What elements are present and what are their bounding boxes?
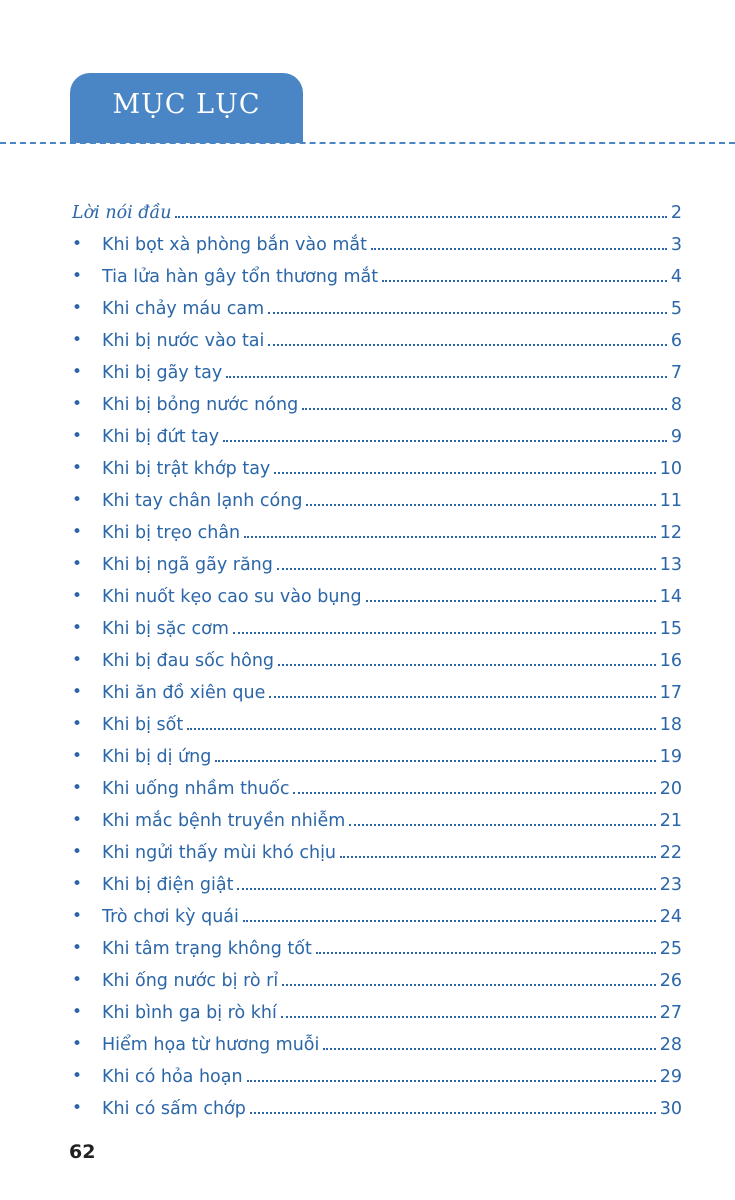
dot-leader xyxy=(250,1112,656,1114)
toc-entry[interactable] xyxy=(72,576,682,608)
toc-entry[interactable] xyxy=(72,768,682,800)
toc-entry-title: Khi mắc bệnh truyền nhiễm xyxy=(102,811,346,831)
toc-entry-page: 12 xyxy=(659,523,682,543)
dot-leader xyxy=(281,1016,656,1018)
toc-entry-page: 9 xyxy=(670,427,682,447)
toc-entry[interactable] xyxy=(72,448,682,480)
toc-entry-title: Trò chơi kỳ quái xyxy=(102,907,239,927)
toc-entry-title: Khi ăn đồ xiên que xyxy=(102,683,266,703)
toc-entry[interactable] xyxy=(72,992,682,1024)
bullet-icon: • xyxy=(72,425,83,446)
page-title: MỤC LỤC xyxy=(112,89,261,120)
toc-entry-page: 30 xyxy=(659,1099,682,1119)
dot-leader xyxy=(382,280,667,282)
toc-entry-title: Khi bị trật khớp tay xyxy=(102,459,271,479)
toc-entry-title: Lời nói đầu xyxy=(72,203,172,223)
toc-entry[interactable] xyxy=(72,736,682,768)
bullet-icon: • xyxy=(72,489,83,510)
table-of-contents xyxy=(72,192,682,1120)
toc-entry-title: Khi bị sặc cơm xyxy=(102,619,229,639)
bullet-icon: • xyxy=(72,1001,83,1022)
toc-entry-title: Khi bị gãy tay xyxy=(102,363,223,383)
toc-entry-title: Khi tay chân lạnh cóng xyxy=(102,491,303,511)
dot-leader xyxy=(247,1080,656,1082)
title-tab xyxy=(70,73,303,143)
toc-entry-title: Khi bị ngã gãy răng xyxy=(102,555,273,575)
bullet-icon: • xyxy=(72,905,83,926)
toc-entry-title: Khi bọt xà phòng bắn vào mắt xyxy=(102,235,368,255)
toc-entry[interactable] xyxy=(72,864,682,896)
toc-entry-page: 23 xyxy=(659,875,682,895)
dot-leader xyxy=(268,344,666,346)
toc-entry-page: 8 xyxy=(670,395,682,415)
dot-leader xyxy=(187,728,656,730)
toc-entry[interactable] xyxy=(72,352,682,384)
dashed-divider xyxy=(0,142,735,144)
toc-entry-page: 2 xyxy=(670,203,682,223)
dot-leader xyxy=(175,216,666,218)
toc-entry-title: Khi bị dị ứng xyxy=(102,747,212,767)
toc-entry-page: 27 xyxy=(659,1003,682,1023)
dot-leader xyxy=(233,632,656,634)
toc-entry-page: 13 xyxy=(659,555,682,575)
toc-entry-page: 22 xyxy=(659,843,682,863)
toc-entry-page: 19 xyxy=(659,747,682,767)
toc-entry-title: Khi tâm trạng không tốt xyxy=(102,939,312,959)
bullet-icon: • xyxy=(72,361,83,382)
toc-entry-title: Khi có hỏa hoạn xyxy=(102,1067,243,1087)
bullet-icon: • xyxy=(72,553,83,574)
toc-entry[interactable] xyxy=(72,384,682,416)
bullet-icon: • xyxy=(72,393,83,414)
dot-leader xyxy=(302,408,667,410)
bullet-icon: • xyxy=(72,1097,83,1118)
toc-entry-page: 17 xyxy=(659,683,682,703)
page-number: 62 xyxy=(69,1141,96,1163)
toc-entry-page: 28 xyxy=(659,1035,682,1055)
toc-entry-title: Khi có sấm chớp xyxy=(102,1099,246,1119)
dot-leader xyxy=(237,888,655,890)
toc-entry-title: Khi bị trẹo chân xyxy=(102,523,241,543)
toc-entry[interactable] xyxy=(72,320,682,352)
dot-leader xyxy=(316,952,656,954)
bullet-icon: • xyxy=(72,937,83,958)
toc-entry[interactable] xyxy=(72,1088,682,1120)
toc-entry-page: 16 xyxy=(659,651,682,671)
bullet-icon: • xyxy=(72,1033,83,1054)
toc-entry[interactable] xyxy=(72,288,682,320)
toc-entry-page: 20 xyxy=(659,779,682,799)
dot-leader xyxy=(282,984,656,986)
toc-entry-page: 26 xyxy=(659,971,682,991)
toc-entry-title: Khi bị bỏng nước nóng xyxy=(102,395,299,415)
bullet-icon: • xyxy=(72,681,83,702)
toc-entry-page: 18 xyxy=(659,715,682,735)
toc-entry-title: Tia lửa hàn gây tổn thương mắt xyxy=(102,267,379,287)
toc-entry[interactable] xyxy=(72,608,682,640)
bullet-icon: • xyxy=(72,265,83,286)
bullet-icon: • xyxy=(72,297,83,318)
dot-leader xyxy=(244,536,656,538)
toc-entry-title: Khi bình ga bị rò khí xyxy=(102,1003,277,1023)
dot-leader xyxy=(215,760,655,762)
dot-leader xyxy=(323,1048,655,1050)
dot-leader xyxy=(340,856,656,858)
bullet-icon: • xyxy=(72,457,83,478)
dot-leader xyxy=(268,312,667,314)
toc-entry[interactable] xyxy=(72,672,682,704)
toc-entry[interactable] xyxy=(72,704,682,736)
toc-entry-title: Hiểm họa từ hương muỗi xyxy=(102,1035,320,1055)
dot-leader xyxy=(366,600,656,602)
toc-entry[interactable] xyxy=(72,960,682,992)
toc-entry[interactable] xyxy=(72,832,682,864)
toc-entry-page: 15 xyxy=(659,619,682,639)
dot-leader xyxy=(269,696,655,698)
dot-leader xyxy=(243,920,656,922)
bullet-icon: • xyxy=(72,777,83,798)
toc-entry-title: Khi bị đau sốc hông xyxy=(102,651,275,671)
dot-leader xyxy=(371,248,667,250)
toc-entry-page: 6 xyxy=(670,331,682,351)
toc-entry-page: 11 xyxy=(659,491,682,511)
dot-leader xyxy=(278,664,656,666)
toc-entry[interactable] xyxy=(72,640,682,672)
bullet-icon: • xyxy=(72,873,83,894)
bullet-icon: • xyxy=(72,841,83,862)
toc-entry-title: Khi bị đứt tay xyxy=(102,427,220,447)
toc-entry-title: Khi uống nhầm thuốc xyxy=(102,779,290,799)
toc-entry[interactable] xyxy=(72,544,682,576)
toc-entry-title: Khi ống nước bị rò rỉ xyxy=(102,971,279,991)
toc-entry-page: 5 xyxy=(670,299,682,319)
toc-entry[interactable] xyxy=(72,800,682,832)
toc-entry-page: 21 xyxy=(659,811,682,831)
bullet-icon: • xyxy=(72,969,83,990)
toc-entry-page: 29 xyxy=(659,1067,682,1087)
toc-entry-title: Khi ngửi thấy mùi khó chịu xyxy=(102,843,337,863)
dot-leader xyxy=(274,472,655,474)
bullet-icon: • xyxy=(72,521,83,542)
bullet-icon: • xyxy=(72,713,83,734)
bullet-icon: • xyxy=(72,745,83,766)
toc-entry[interactable] xyxy=(72,416,682,448)
toc-entry[interactable] xyxy=(72,928,682,960)
dot-leader xyxy=(223,440,667,442)
toc-intro-entry[interactable] xyxy=(72,192,682,224)
toc-entry-title: Khi bị sốt xyxy=(102,715,184,735)
dot-leader xyxy=(293,792,655,794)
toc-entry-page: 7 xyxy=(670,363,682,383)
toc-entry[interactable] xyxy=(72,256,682,288)
toc-entry[interactable] xyxy=(72,1056,682,1088)
bullet-icon: • xyxy=(72,233,83,254)
toc-entry-title: Khi chảy máu cam xyxy=(102,299,265,319)
toc-entry[interactable] xyxy=(72,224,682,256)
toc-entry-page: 25 xyxy=(659,939,682,959)
toc-entry-page: 10 xyxy=(659,459,682,479)
bullet-icon: • xyxy=(72,329,83,350)
toc-entry-page: 3 xyxy=(670,235,682,255)
dot-leader xyxy=(226,376,667,378)
bullet-icon: • xyxy=(72,1065,83,1086)
toc-entry-title: Khi nuốt kẹo cao su vào bụng xyxy=(102,587,362,607)
dot-leader xyxy=(277,568,656,570)
toc-entry[interactable] xyxy=(72,480,682,512)
toc-entry-page: 4 xyxy=(670,267,682,287)
bullet-icon: • xyxy=(72,585,83,606)
toc-entry-title: Khi bị điện giật xyxy=(102,875,234,895)
toc-entry[interactable] xyxy=(72,1024,682,1056)
dot-leader xyxy=(306,504,655,506)
dot-leader xyxy=(349,824,655,826)
bullet-icon: • xyxy=(72,617,83,638)
toc-entry-page: 14 xyxy=(659,587,682,607)
toc-entry-title: Khi bị nước vào tai xyxy=(102,331,265,351)
toc-entry-page: 24 xyxy=(659,907,682,927)
toc-entry[interactable] xyxy=(72,896,682,928)
bullet-icon: • xyxy=(72,649,83,670)
bullet-icon: • xyxy=(72,809,83,830)
toc-entry[interactable] xyxy=(72,512,682,544)
